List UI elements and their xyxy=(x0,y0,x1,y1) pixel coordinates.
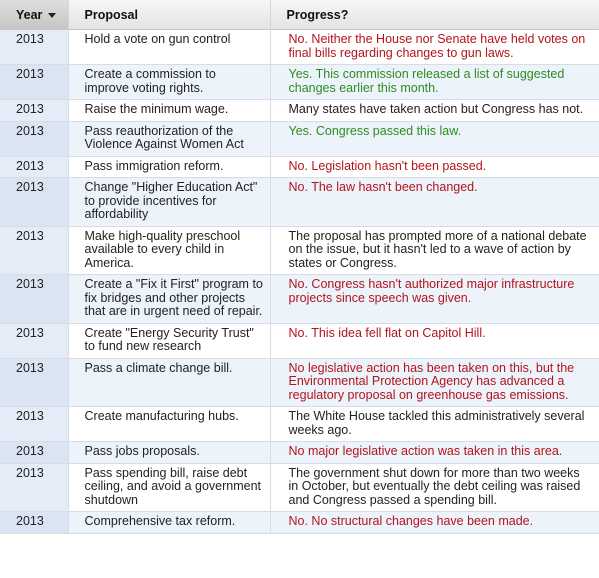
proposal-cell: Create a commission to improve voting rights. xyxy=(68,65,270,100)
year-cell: 2013 xyxy=(0,275,68,324)
proposal-cell: Create manufacturing hubs. xyxy=(68,407,270,442)
proposal-cell: Pass spending bill, raise debt ceiling, and avoid a government shutdown xyxy=(68,463,270,512)
year-cell: 2013 xyxy=(0,512,68,534)
table-row xyxy=(0,178,599,227)
proposal-cell: Create "Energy Security Trust" to fund new research xyxy=(68,323,270,358)
year-cell: 2013 xyxy=(0,156,68,178)
table-row xyxy=(0,442,599,464)
table-row xyxy=(0,323,599,358)
proposal-cell: Make high-quality preschool available to every child in America. xyxy=(68,226,270,275)
proposal-cell: Create a "Fix it First" program to fix bridges and other projects that are in urgent need of repair. xyxy=(68,275,270,324)
proposal-cell: Hold a vote on gun control xyxy=(68,30,270,65)
progress-cell: Many states have taken action but Congress has not. xyxy=(270,100,599,122)
progress-cell: The government shut down for more than two weeks in October, but eventually the debt ceiling was raised and Congress passed a spending bill. xyxy=(270,463,599,512)
year-cell: 2013 xyxy=(0,30,68,65)
year-cell: 2013 xyxy=(0,463,68,512)
table-row xyxy=(0,463,599,512)
table-row xyxy=(0,407,599,442)
table-row xyxy=(0,275,599,324)
year-cell: 2013 xyxy=(0,100,68,122)
proposal-header-label: Proposal xyxy=(84,7,138,22)
progress-cell: Yes. This commission released a list of suggested changes earlier this month. xyxy=(270,65,599,100)
sort-descending-icon[interactable] xyxy=(48,13,56,18)
year-cell: 2013 xyxy=(0,121,68,156)
progress-cell: The proposal has prompted more of a national debate on the issue, but it hasn't led to a wave of action by states or Congress. xyxy=(270,226,599,275)
progress-cell: No major legislative action was taken in this area. xyxy=(270,442,599,464)
table-row xyxy=(0,156,599,178)
table-row xyxy=(0,512,599,534)
table-row xyxy=(0,30,599,65)
progress-cell: The White House tackled this administratively several weeks ago. xyxy=(270,407,599,442)
year-cell: 2013 xyxy=(0,323,68,358)
proposal-cell: Pass a climate change bill. xyxy=(68,358,270,407)
year-column-header[interactable] xyxy=(0,0,68,30)
progress-cell: Yes. Congress passed this law. xyxy=(270,121,599,156)
year-cell: 2013 xyxy=(0,226,68,275)
year-cell: 2013 xyxy=(0,358,68,407)
year-cell: 2013 xyxy=(0,442,68,464)
progress-cell: No. The law hasn't been changed. xyxy=(270,178,599,227)
year-cell: 2013 xyxy=(0,178,68,227)
proposal-cell: Comprehensive tax reform. xyxy=(68,512,270,534)
table-row xyxy=(0,226,599,275)
table-header-row xyxy=(0,0,599,30)
proposal-cell: Pass immigration reform. xyxy=(68,156,270,178)
progress-cell: No. Legislation hasn't been passed. xyxy=(270,156,599,178)
table-row xyxy=(0,100,599,122)
table-row xyxy=(0,358,599,407)
progress-column-header[interactable] xyxy=(270,0,599,30)
proposal-cell: Raise the minimum wage. xyxy=(68,100,270,122)
year-cell: 2013 xyxy=(0,407,68,442)
progress-cell: No. Neither the House nor Senate have held votes on final bills regarding changes to gun laws. xyxy=(270,30,599,65)
proposal-cell: Change "Higher Education Act" to provide incentives for affordability xyxy=(68,178,270,227)
progress-cell: No. Congress hasn't authorized major infrastructure projects since speech was given. xyxy=(270,275,599,324)
proposal-cell: Pass jobs proposals. xyxy=(68,442,270,464)
progress-cell: No. This idea fell flat on Capitol Hill. xyxy=(270,323,599,358)
year-header-label: Year xyxy=(16,7,43,22)
table-row xyxy=(0,65,599,100)
proposal-column-header[interactable] xyxy=(68,0,270,30)
progress-cell: No legislative action has been taken on this, but the Environmental Protection Agency has advanced a regulatory proposal on greenhouse gas emissions. xyxy=(270,358,599,407)
proposal-cell: Pass reauthorization of the Violence Against Women Act xyxy=(68,121,270,156)
table-body xyxy=(0,30,599,534)
progress-header-label: Progress? xyxy=(286,7,349,22)
year-cell: 2013 xyxy=(0,65,68,100)
progress-cell: No. No structural changes have been made. xyxy=(270,512,599,534)
table-row xyxy=(0,121,599,156)
